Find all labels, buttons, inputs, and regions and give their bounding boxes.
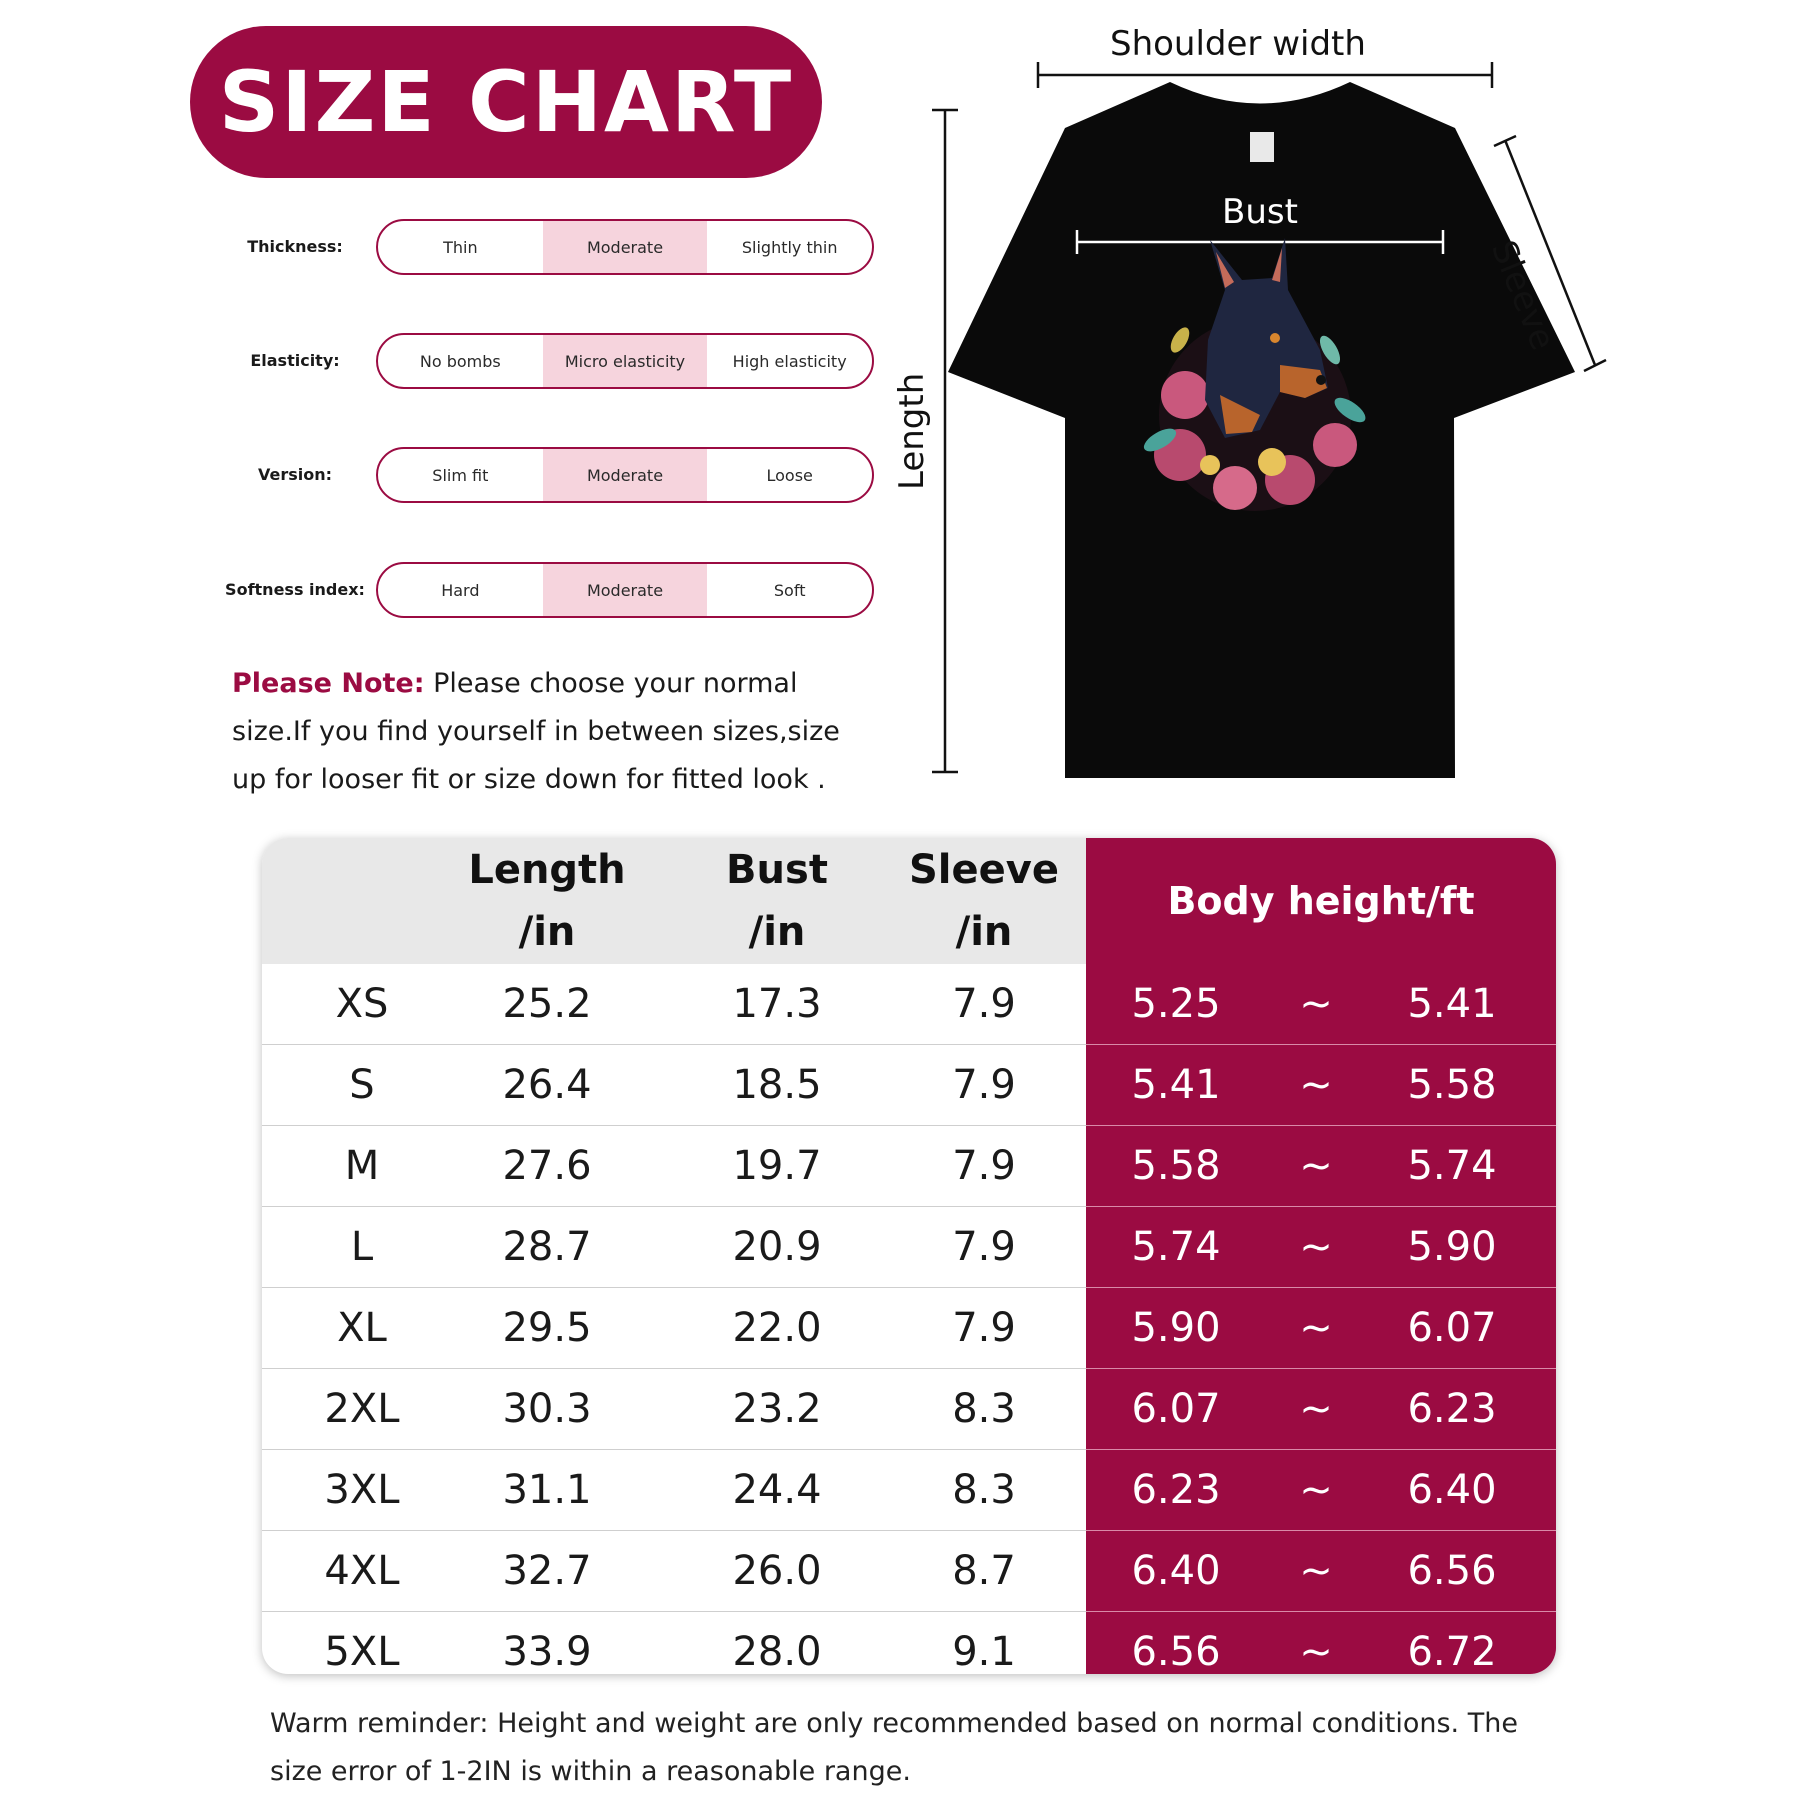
bust-cell: 22.0 <box>732 1305 822 1351</box>
header-bust-title: Bust <box>726 847 828 893</box>
height-separator: ~ <box>1299 981 1333 1027</box>
elasticity-option-high: High elasticity <box>732 351 847 371</box>
height-min-cell: 5.25 <box>1131 981 1221 1027</box>
bust-label: Bust <box>1222 192 1298 232</box>
height-separator: ~ <box>1299 1224 1333 1270</box>
size-cell: L <box>350 1224 374 1270</box>
bust-cell: 17.3 <box>732 981 822 1027</box>
size-cell: XS <box>335 981 389 1027</box>
table-row <box>262 1369 1556 1450</box>
length-cell: 31.1 <box>502 1467 592 1513</box>
softness-option-hard: Hard <box>441 580 480 600</box>
size-cell: 4XL <box>324 1548 400 1594</box>
header-length-title: Length <box>468 847 626 893</box>
thickness-option-thin: Thin <box>443 237 478 257</box>
length-cell: 32.7 <box>502 1548 592 1594</box>
tshirt-diagram <box>880 20 1640 800</box>
header-bust-unit: /in <box>748 909 806 955</box>
header-sleeve-unit: /in <box>955 909 1013 955</box>
size-cell: S <box>349 1062 375 1108</box>
height-max-cell: 5.90 <box>1407 1224 1497 1270</box>
height-min-cell: 6.07 <box>1131 1386 1221 1432</box>
shoulder-width-label: Shoulder width <box>1110 24 1366 64</box>
header-length-unit: /in <box>518 909 576 955</box>
elasticity-option-no-bombs: No bombs <box>419 351 501 371</box>
sleeve-cell: 7.9 <box>952 1062 1016 1108</box>
elasticity-option-micro: Micro elasticity <box>543 335 708 387</box>
size-cell: M <box>344 1143 380 1189</box>
tshirt-illustration <box>880 20 1640 800</box>
size-chart-title-pill <box>190 26 822 178</box>
note-text: Please choose your normal size.If you find yourself in between sizes,size up for looser fit or size down for fitted look . <box>232 668 840 795</box>
thickness-label: Thickness: <box>247 237 343 256</box>
size-table <box>262 838 1556 1674</box>
height-max-cell: 5.58 <box>1407 1062 1497 1108</box>
height-separator: ~ <box>1299 1548 1333 1594</box>
length-cell: 33.9 <box>502 1629 592 1674</box>
height-separator: ~ <box>1299 1629 1333 1674</box>
table-row <box>262 1531 1556 1612</box>
length-cell: 25.2 <box>502 981 592 1027</box>
sleeve-cell: 8.3 <box>952 1467 1016 1513</box>
height-separator: ~ <box>1299 1062 1333 1108</box>
table-row <box>262 964 1556 1045</box>
warm-reminder: Warm reminder: Height and weight are only recommended based on normal conditions. The size error of 1-2IN is within a reasonable range. <box>270 1708 1518 1787</box>
version-scale <box>376 447 874 503</box>
height-min-cell: 5.74 <box>1131 1224 1221 1270</box>
height-min-cell: 6.23 <box>1131 1467 1221 1513</box>
sleeve-cell: 7.9 <box>952 1224 1016 1270</box>
length-cell: 28.7 <box>502 1224 592 1270</box>
note-heading: Please Note: <box>232 668 425 699</box>
header-sleeve-title: Sleeve <box>909 847 1059 893</box>
size-note <box>232 660 882 804</box>
sleeve-cell: 8.7 <box>952 1548 1016 1594</box>
bust-cell: 20.9 <box>732 1224 822 1270</box>
sleeve-cell: 7.9 <box>952 981 1016 1027</box>
thickness-option-slightly-thin: Slightly thin <box>741 237 838 257</box>
height-max-cell: 5.41 <box>1407 981 1497 1027</box>
thickness-option-moderate: Moderate <box>543 221 708 273</box>
softness-option-moderate: Moderate <box>543 564 708 616</box>
height-min-cell: 5.90 <box>1131 1305 1221 1351</box>
version-label: Version: <box>257 465 333 484</box>
height-max-cell: 6.56 <box>1407 1548 1497 1594</box>
height-min-cell: 6.56 <box>1131 1629 1221 1674</box>
header-sleeve <box>882 838 1086 964</box>
bust-cell: 28.0 <box>732 1629 822 1674</box>
height-max-cell: 5.74 <box>1407 1143 1497 1189</box>
height-min-cell: 5.41 <box>1131 1062 1221 1108</box>
softness-label: Softness index: <box>225 580 365 599</box>
height-max-cell: 6.72 <box>1407 1629 1497 1674</box>
sleeve-label: Sleeve <box>1482 235 1563 356</box>
elasticity-label: Elasticity: <box>250 351 340 370</box>
table-row <box>262 1288 1556 1369</box>
height-max-cell: 6.07 <box>1407 1305 1497 1351</box>
length-cell: 30.3 <box>502 1386 592 1432</box>
bust-cell: 24.4 <box>732 1467 822 1513</box>
height-min-cell: 5.58 <box>1131 1143 1221 1189</box>
bust-cell: 26.0 <box>732 1548 822 1594</box>
version-option-slim-fit: Slim fit <box>432 465 489 485</box>
table-row <box>262 1612 1556 1674</box>
sleeve-cell: 7.9 <box>952 1143 1016 1189</box>
size-cell: XL <box>337 1305 387 1351</box>
size-cell: 2XL <box>324 1386 400 1432</box>
bust-cell: 23.2 <box>732 1386 822 1432</box>
sleeve-cell: 7.9 <box>952 1305 1016 1351</box>
bust-cell: 19.7 <box>732 1143 822 1189</box>
version-option-moderate: Moderate <box>543 449 708 501</box>
sleeve-cell: 9.1 <box>952 1629 1016 1674</box>
table-row <box>262 1126 1556 1207</box>
size-cell: 5XL <box>324 1629 400 1674</box>
elasticity-scale <box>376 333 874 389</box>
height-separator: ~ <box>1299 1143 1333 1189</box>
size-cell: 3XL <box>324 1467 400 1513</box>
header-bust <box>672 838 882 964</box>
softness-option-soft: Soft <box>773 580 806 600</box>
header-length <box>422 838 672 964</box>
header-body-height: Body height/ft <box>1086 838 1556 964</box>
height-max-cell: 6.40 <box>1407 1467 1497 1513</box>
version-option-loose: Loose <box>766 465 813 485</box>
thickness-scale <box>376 219 874 275</box>
softness-scale <box>376 562 874 618</box>
bust-cell: 18.5 <box>732 1062 822 1108</box>
height-separator: ~ <box>1299 1305 1333 1351</box>
height-min-cell: 6.40 <box>1131 1548 1221 1594</box>
height-separator: ~ <box>1299 1467 1333 1513</box>
height-separator: ~ <box>1299 1386 1333 1432</box>
sleeve-cell: 8.3 <box>952 1386 1016 1432</box>
height-max-cell: 6.23 <box>1407 1386 1497 1432</box>
table-row <box>262 1450 1556 1531</box>
page-title: SIZE CHART <box>218 53 794 151</box>
length-label: Length <box>892 372 932 490</box>
length-cell: 26.4 <box>502 1062 592 1108</box>
table-row <box>262 1207 1556 1288</box>
table-row <box>262 1045 1556 1126</box>
length-cell: 27.6 <box>502 1143 592 1189</box>
length-cell: 29.5 <box>502 1305 592 1351</box>
